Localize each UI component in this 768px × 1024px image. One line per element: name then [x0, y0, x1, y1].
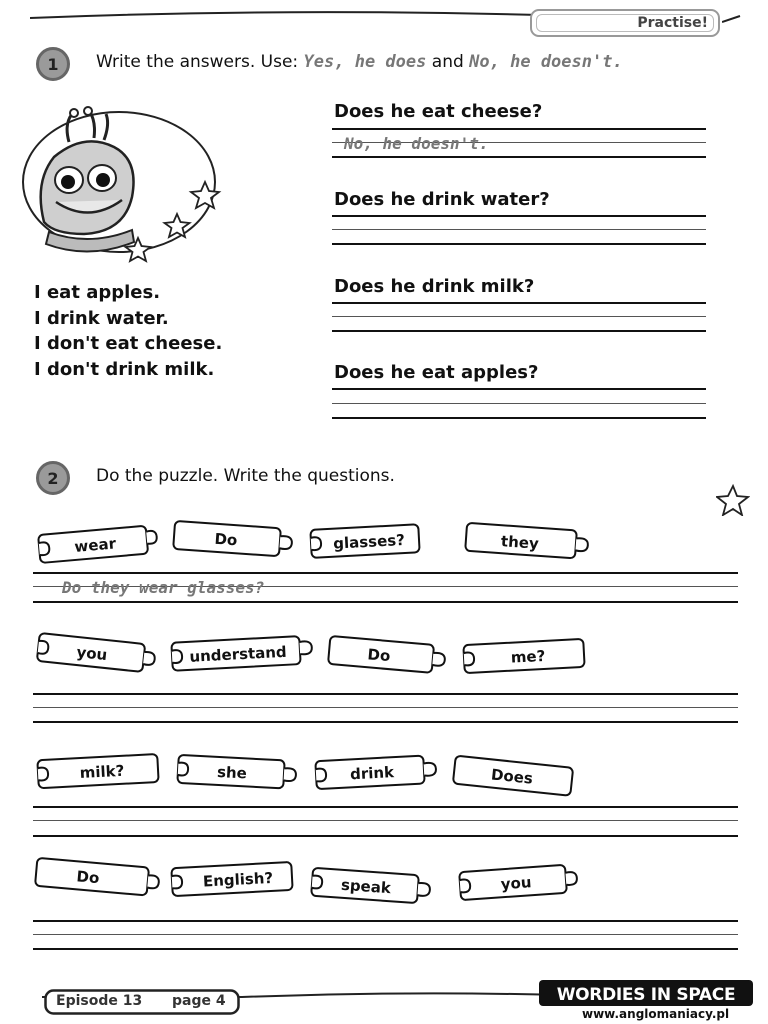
- answer-guide: [332, 403, 706, 404]
- puzzle-piece: [454, 858, 586, 906]
- piece-word: milk?: [79, 761, 125, 783]
- episode-label: Episode 13: [56, 993, 143, 1009]
- answer-line: [33, 693, 738, 695]
- puzzle-piece: [166, 856, 300, 902]
- puzzle-piece: [166, 630, 322, 676]
- statement: I don't drink milk.: [34, 358, 215, 380]
- puzzle-piece: [460, 518, 594, 564]
- answer-guide: [33, 820, 738, 821]
- logo-text: WORDIES IN SPACE: [556, 985, 736, 1005]
- instruction-text: Write the answers. Use:: [96, 52, 299, 72]
- puzzle-piece: [32, 748, 168, 794]
- piece-word: understand: [188, 642, 288, 666]
- answer-line: [33, 721, 738, 723]
- puzzle-piece: [310, 748, 444, 796]
- exercise-2-number: 2: [36, 461, 70, 495]
- statement: I drink water.: [34, 307, 169, 329]
- piece-word: speak: [340, 875, 392, 898]
- piece-word: they: [500, 532, 540, 553]
- piece-word: English?: [202, 868, 274, 891]
- puzzle-piece: [33, 520, 161, 566]
- exercise-1-instruction: [96, 52, 623, 72]
- piece-word: drink: [349, 763, 395, 784]
- sample-answer: No, he doesn't.: [344, 134, 489, 153]
- answer-line: [33, 835, 738, 837]
- piece-word: you: [500, 873, 533, 894]
- answer-guide: [332, 229, 706, 230]
- piece-word: you: [75, 643, 109, 665]
- statement: I don't eat cheese.: [34, 333, 223, 354]
- answer-line: [33, 601, 738, 603]
- website-url: www.anglomaniacy.pl: [582, 1007, 730, 1021]
- answer-line: [332, 156, 706, 158]
- answer-line: [33, 806, 738, 808]
- practise-label: Practise!: [637, 15, 708, 31]
- piece-word: Do: [75, 867, 101, 888]
- question: Does he eat cheese?: [334, 101, 543, 122]
- logo-icon: [538, 978, 754, 1008]
- piece-word: Do: [213, 529, 238, 550]
- piece-word: she: [216, 762, 248, 783]
- answer-line: [332, 388, 706, 390]
- puzzle-piece: [323, 630, 453, 680]
- tab-tail: [722, 14, 742, 24]
- piece-word: Does: [490, 765, 534, 788]
- example-no: No, he doesn't.: [469, 52, 623, 72]
- piece-word: Do: [366, 645, 392, 666]
- statement: I eat apples.: [34, 282, 161, 303]
- answer-line: [332, 215, 706, 217]
- puzzle-piece: [30, 852, 162, 902]
- answer-line: [332, 302, 706, 304]
- answer-line: [332, 128, 706, 130]
- example-yes: Yes, he does: [303, 52, 427, 72]
- puzzle-piece: [305, 518, 427, 564]
- puzzle-piece: [32, 628, 160, 678]
- sample-answer: Do they wear glasses?: [62, 578, 265, 597]
- bug-character-icon: [14, 102, 229, 272]
- answer-guide: [332, 316, 706, 317]
- piece-word: glasses?: [332, 530, 406, 553]
- puzzle-piece: [172, 748, 304, 796]
- piece-word: wear: [73, 534, 117, 556]
- question: Does he drink milk?: [334, 276, 535, 297]
- answer-line: [33, 572, 738, 574]
- puzzle-piece: [306, 862, 440, 910]
- answer-line: [332, 417, 706, 419]
- answer-line: [332, 330, 706, 332]
- question: Does he drink water?: [334, 189, 550, 210]
- answer-line: [332, 243, 706, 245]
- answer-guide: [33, 934, 738, 935]
- exercise-2-instruction: Do the puzzle. Write the questions.: [96, 466, 395, 486]
- answer-line: [33, 920, 738, 922]
- exercise-1-number: 1: [36, 47, 70, 81]
- question: Does he eat apples?: [334, 362, 539, 383]
- piece-word: me?: [510, 646, 546, 667]
- practise-tab: [530, 9, 720, 37]
- star-icon: [716, 484, 750, 516]
- puzzle-piece: [446, 750, 586, 802]
- answer-line: [33, 948, 738, 950]
- page-label: page 4: [172, 993, 226, 1009]
- and-word: and: [431, 52, 464, 72]
- statements: [34, 280, 222, 382]
- answer-guide: [33, 707, 738, 708]
- header-rule: [30, 6, 540, 20]
- puzzle-piece: [456, 632, 592, 680]
- puzzle-piece: [168, 516, 298, 562]
